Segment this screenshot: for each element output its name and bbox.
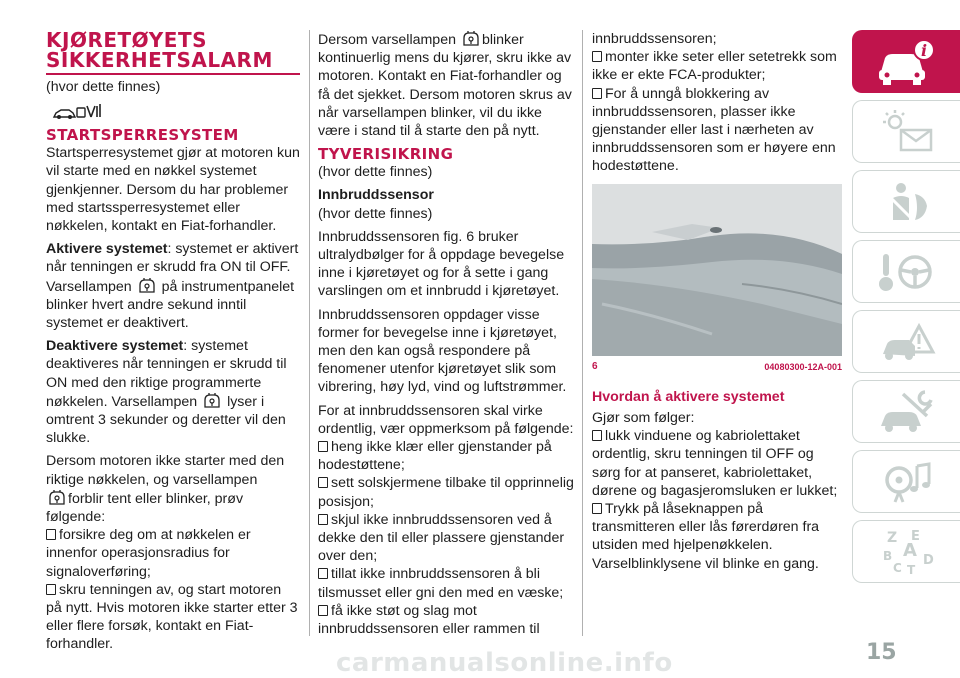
optional-note: (hvor dette finnes) xyxy=(318,164,433,181)
sensor-note: (hvor dette finnes) xyxy=(318,205,433,222)
deactivate-text-b: lyser i omtrent 3 sekunder og deretter vil den slukke. xyxy=(46,393,286,447)
immobilizer-intro: Startsperresystemet gjør at motoren kun vil starte med en nøkkel systemet gjenkjenner. Dersom du har problemer med startssperresystemet eller nøkkelen, kontakt en Fiat-forhandler. xyxy=(46,145,300,235)
sensor-paragraph-1: Innbruddssensoren fig. 6 bruker ultralydbølger for å oppdage bevegelse inne i kjøretøyet og for å sette i gang varslingen om et innbrudd i kjøretøyet. xyxy=(318,228,565,300)
tab-warning-lights[interactable] xyxy=(852,100,960,163)
svg-text:i: i xyxy=(920,40,927,60)
list-item: lukk vinduene og kabriolettaket ordentlig, skru tenningen til OFF og sørg for at panseret, kabriolettaket, dørene og bagasjeromsluken er lukket; xyxy=(592,428,838,499)
svg-text:B: B xyxy=(882,548,892,563)
sensor-heading: Innbruddssensor xyxy=(318,187,434,204)
sensor-heading-block xyxy=(318,186,574,204)
emergency-icon xyxy=(875,316,939,368)
page-number: 15 xyxy=(866,640,897,665)
maintenance-icon xyxy=(875,386,939,438)
deactivate-label: Deaktivere systemet xyxy=(46,338,184,355)
tab-safety[interactable] xyxy=(852,170,960,233)
bullet-icon xyxy=(592,88,602,99)
immobilizer-lamp-icon xyxy=(47,489,67,506)
section-heading-theft: TYVERISIKRING xyxy=(318,145,454,164)
deactivate-text-a: : systemet deaktiveres når tenningen er skrudd til ON med den riktige programmerte nøkkelen. Varsellampen xyxy=(46,338,287,410)
bullet-icon xyxy=(318,441,328,452)
bullet-icon xyxy=(318,568,328,579)
svg-text:D: D xyxy=(922,552,934,568)
bullet-icon xyxy=(592,503,602,514)
no-start-text-b: forblir tent eller blinker, prøv følgende: xyxy=(46,490,244,526)
col3-continuation-block xyxy=(592,30,842,176)
tab-emergency[interactable] xyxy=(852,310,960,373)
bullet-icon xyxy=(318,514,328,525)
list-item: For å unngå blokkering av innbruddssensoren, plasser ikke gjenstander eller last i nærheten av innbruddssensoren som er høyere enn hodestøttene. xyxy=(592,85,836,175)
driving-warning-paragraph xyxy=(318,30,574,140)
bullet-icon xyxy=(592,51,602,62)
sensor-figure xyxy=(592,184,842,356)
list-item: skru tenningen av, og start motoren på nytt. Hvis motoren ikke starter etter 3 eller flere forsøk, kontakt en Fiat-forhandler. xyxy=(46,581,298,653)
chapter-title-line-1: KJØRETØYETS xyxy=(46,28,207,52)
chapter-title-line-2: SIKKERHETSALARM xyxy=(46,48,273,72)
column-divider xyxy=(582,30,583,636)
bullet-icon xyxy=(46,584,56,595)
tab-multimedia[interactable] xyxy=(852,450,960,513)
svg-text:E: E xyxy=(910,528,920,544)
section-heading-immobilizer: STARTSPERRESYSTEM xyxy=(46,126,239,145)
activate-heading: Hvordan å aktivere systemet xyxy=(592,388,785,405)
figure-number: 6 xyxy=(592,360,598,372)
list-item: sett solskjermene tilbake til opprinnelig posisjon; xyxy=(318,475,574,510)
list-item: forsikre deg om at nøkkelen er innenfor operasjonsradius for signaloverføring; xyxy=(46,527,251,580)
chapter-tabs xyxy=(852,30,960,590)
figure-caption xyxy=(592,358,842,376)
activate-text-b: på instrumentpanelet blinker hvert andre sekund inntil systemet er deaktivert. xyxy=(46,278,295,332)
column-1 xyxy=(46,30,300,659)
sensor-paragraph-3 xyxy=(318,402,574,639)
list-item: Trykk på låseknappen på transmitteren eller lås førerdøren fra utsiden med hjelpenøkkelen. xyxy=(592,501,820,554)
sensor-paragraph-2: Innbruddssensoren oppdager visse former for bevegelse inne i kjøretøyet, men den kan også respondere på fenomener utenfor kjøretøyet slik som vibrering, høy lyd, vind og luftstrømmer. xyxy=(318,306,567,396)
driving-text-a: Dersom varsellampen xyxy=(318,32,456,48)
car-info-icon xyxy=(875,36,939,88)
watermark: carmanualsonline.info xyxy=(336,648,673,678)
no-start-text-a: Dersom motoren ikke starter med den riktige nøkkelen, og varsellampen xyxy=(46,453,285,488)
tab-index[interactable] xyxy=(852,520,960,583)
immobilizer-lamp-icon xyxy=(202,392,222,409)
svg-text:A: A xyxy=(902,539,917,561)
title-underline xyxy=(46,73,300,75)
svg-text:C: C xyxy=(892,560,902,575)
tab-car-info[interactable] xyxy=(852,30,960,93)
activate-steps xyxy=(592,409,842,573)
tab-maintenance[interactable] xyxy=(852,380,960,443)
driving-text-b: blinker kontinuerlig mens du kjører, skru ikke av motoren. Kontakt en Fiat-forhandler og få det sjekket. Dersom motoren skrus av når varsellampen blinker, vil du ikke være i stand til å starte den på nytt. xyxy=(318,32,572,140)
list-item: skjul ikke innbruddssensoren ved å dekke den til eller plassere gjenstander over den; xyxy=(318,511,565,565)
safety-icon xyxy=(875,176,939,228)
immobilizer-lamp-icon xyxy=(137,277,157,294)
starting-driving-icon xyxy=(875,246,939,298)
bullet-icon xyxy=(46,529,56,540)
column-divider xyxy=(309,30,310,636)
svg-text:T: T xyxy=(906,562,915,577)
bullet-icon xyxy=(318,477,328,488)
bullet-icon xyxy=(592,430,602,441)
no-start-paragraph xyxy=(46,452,300,653)
multimedia-icon xyxy=(875,456,939,508)
tab-starting-driving[interactable] xyxy=(852,240,960,303)
warning-lights-icon xyxy=(875,106,939,158)
car-cover-lock-icon xyxy=(51,101,103,121)
svg-text:Z: Z xyxy=(886,529,897,546)
immobilizer-lamp-icon xyxy=(461,30,481,47)
deactivate-paragraph xyxy=(46,337,300,447)
optional-note: (hvor dette finnes) xyxy=(46,79,161,95)
figure-code: 04080300-12A-001 xyxy=(764,361,842,372)
activate-intro: Gjør som følger: xyxy=(592,410,695,427)
activate-label: Aktivere systemet xyxy=(46,241,168,258)
continuation-text: innbruddssensoren; xyxy=(592,31,717,47)
column-3 xyxy=(592,30,842,578)
activate-paragraph xyxy=(46,240,300,332)
activate-text-a: : systemet er aktivert når tenningen er skrudd fra ON til OFF. Varsellampen xyxy=(46,241,299,295)
list-item: monter ikke seter eller setetrekk som ikke er ekte FCA-produkter; xyxy=(592,49,837,84)
sensor-text-3: For at innbruddssensoren skal virke ordentlig, vær oppmerksom på følgende: xyxy=(318,402,574,437)
column-2 xyxy=(318,30,574,643)
index-icon xyxy=(875,526,939,578)
list-item: tillat ikke innbruddssensoren å bli tilsmusset eller gni den med en væske; xyxy=(318,566,564,601)
list-item: heng ikke klær eller gjenstander på hodestøttene; xyxy=(318,439,552,474)
list-item: få ikke støt og slag mot innbruddssensoren eller rammen til xyxy=(318,602,540,638)
closing-text: Varselblinklysene vil blinke en gang. xyxy=(592,555,819,572)
bullet-icon xyxy=(318,605,328,616)
